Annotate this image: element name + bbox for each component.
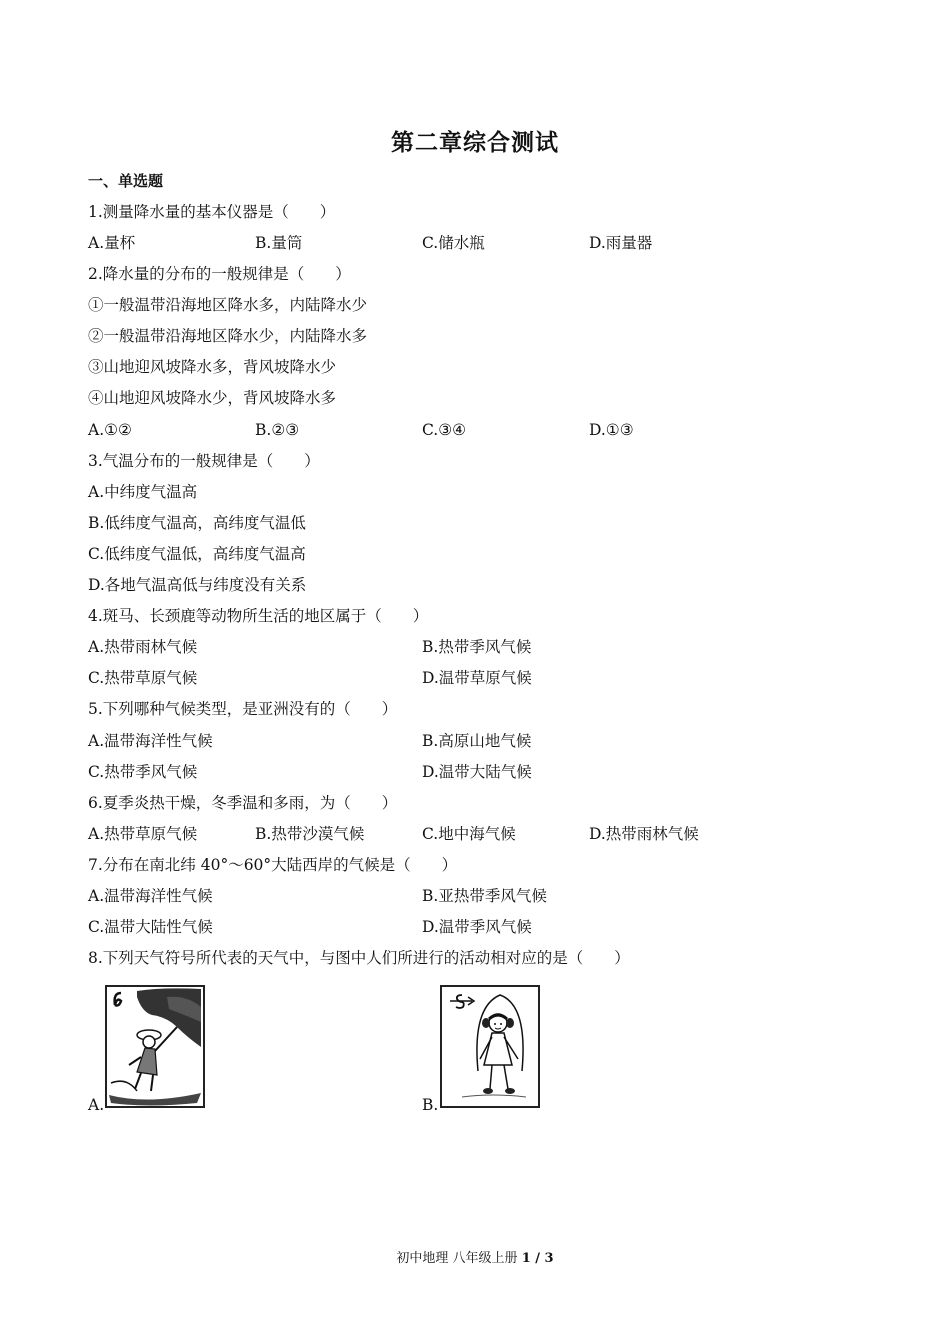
question-2-stem: 2.降水量的分布的一般规律是（ ） <box>88 265 351 283</box>
page-title: 第二章综合测试 <box>391 129 559 156</box>
question-7-option-b: B.亚热带季风气候 <box>422 887 547 905</box>
question-6-option-d: D.热带雨林气候 <box>589 825 699 843</box>
question-1-option-d: D.雨量器 <box>589 234 653 252</box>
section-heading: 一、单选题 <box>88 172 164 190</box>
question-5-option-c: C.热带季风气候 <box>88 763 198 781</box>
figure-b-jump-rope-illustration <box>440 985 540 1108</box>
question-4-option-d: D.温带草原气候 <box>422 669 532 687</box>
question-1-option-a: A.量杯 <box>88 234 136 252</box>
question-4-option-b: B.热带季风气候 <box>422 638 532 656</box>
question-6-stem: 6.夏季炎热干燥，冬季温和多雨，为（ ） <box>88 794 398 812</box>
question-5-stem: 5.下列哪种气候类型，是亚洲没有的（ ） <box>88 700 398 718</box>
question-4-option-c: C.热带草原气候 <box>88 669 198 687</box>
question-5-option-a: A.温带海洋性气候 <box>88 732 213 750</box>
question-2-option-d: D.①③ <box>589 421 634 439</box>
question-2-statement-1: ①一般温带沿海地区降水多，内陆降水少 <box>88 296 368 314</box>
question-2-statement-3: ③山地迎风坡降水多，背风坡降水少 <box>88 358 337 376</box>
question-7-option-a: A.温带海洋性气候 <box>88 887 213 905</box>
question-2-option-a: A.①② <box>88 421 132 439</box>
page-footer <box>0 1247 950 1266</box>
question-3-option-c: C.低纬度气温低，高纬度气温高 <box>88 545 306 563</box>
question-2-statement-2: ②一般温带沿海地区降水少，内陆降水多 <box>88 327 368 345</box>
storm-boat-icon <box>107 987 203 1106</box>
question-7-option-d: D.温带季风气候 <box>422 918 532 936</box>
question-3-stem: 3.气温分布的一般规律是（ ） <box>88 452 320 470</box>
question-8-stem: 8.下列天气符号所代表的天气中，与图中人们所进行的活动相对应的是（ ） <box>88 949 630 967</box>
figure-a-storm-illustration <box>105 985 205 1108</box>
question-4-option-a: A.热带雨林气候 <box>88 638 198 656</box>
footer-course-label: 初中地理 八年级上册 <box>396 1251 518 1266</box>
question-5-option-d: D.温带大陆气候 <box>422 763 532 781</box>
question-1-option-b: B.量筒 <box>255 234 303 252</box>
jump-rope-girl-icon <box>442 987 538 1106</box>
question-1-option-c: C.储水瓶 <box>422 234 485 252</box>
question-7-option-c: C.温带大陆性气候 <box>88 918 213 936</box>
question-6-option-b: B.热带沙漠气候 <box>255 825 365 843</box>
question-1-stem: 1.测量降水量的基本仪器是（ ） <box>88 203 336 221</box>
footer-page-number: 1 / 3 <box>521 1251 554 1266</box>
question-2-option-c: C.③④ <box>422 421 467 439</box>
question-6-option-c: C.地中海气候 <box>422 825 516 843</box>
question-4-stem: 4.斑马、长颈鹿等动物所生活的地区属于（ ） <box>88 607 429 625</box>
question-2-statement-4: ④山地迎风坡降水少，背风坡降水多 <box>88 389 337 407</box>
question-3-option-a: A.中纬度气温高 <box>88 483 198 501</box>
question-3-option-d: D.各地气温高低与纬度没有关系 <box>88 576 307 594</box>
question-3-option-b: B.低纬度气温高，高纬度气温低 <box>88 514 306 532</box>
question-5-option-b: B.高原山地气候 <box>422 732 532 750</box>
question-2-option-b: B.②③ <box>255 421 300 439</box>
question-6-option-a: A.热带草原气候 <box>88 825 198 843</box>
question-8-option-a: A. <box>88 1096 105 1114</box>
question-8-option-b: B. <box>422 1096 439 1114</box>
question-7-stem: 7.分布在南北纬 40°～60°大陆西岸的气候是（ ） <box>88 856 458 874</box>
